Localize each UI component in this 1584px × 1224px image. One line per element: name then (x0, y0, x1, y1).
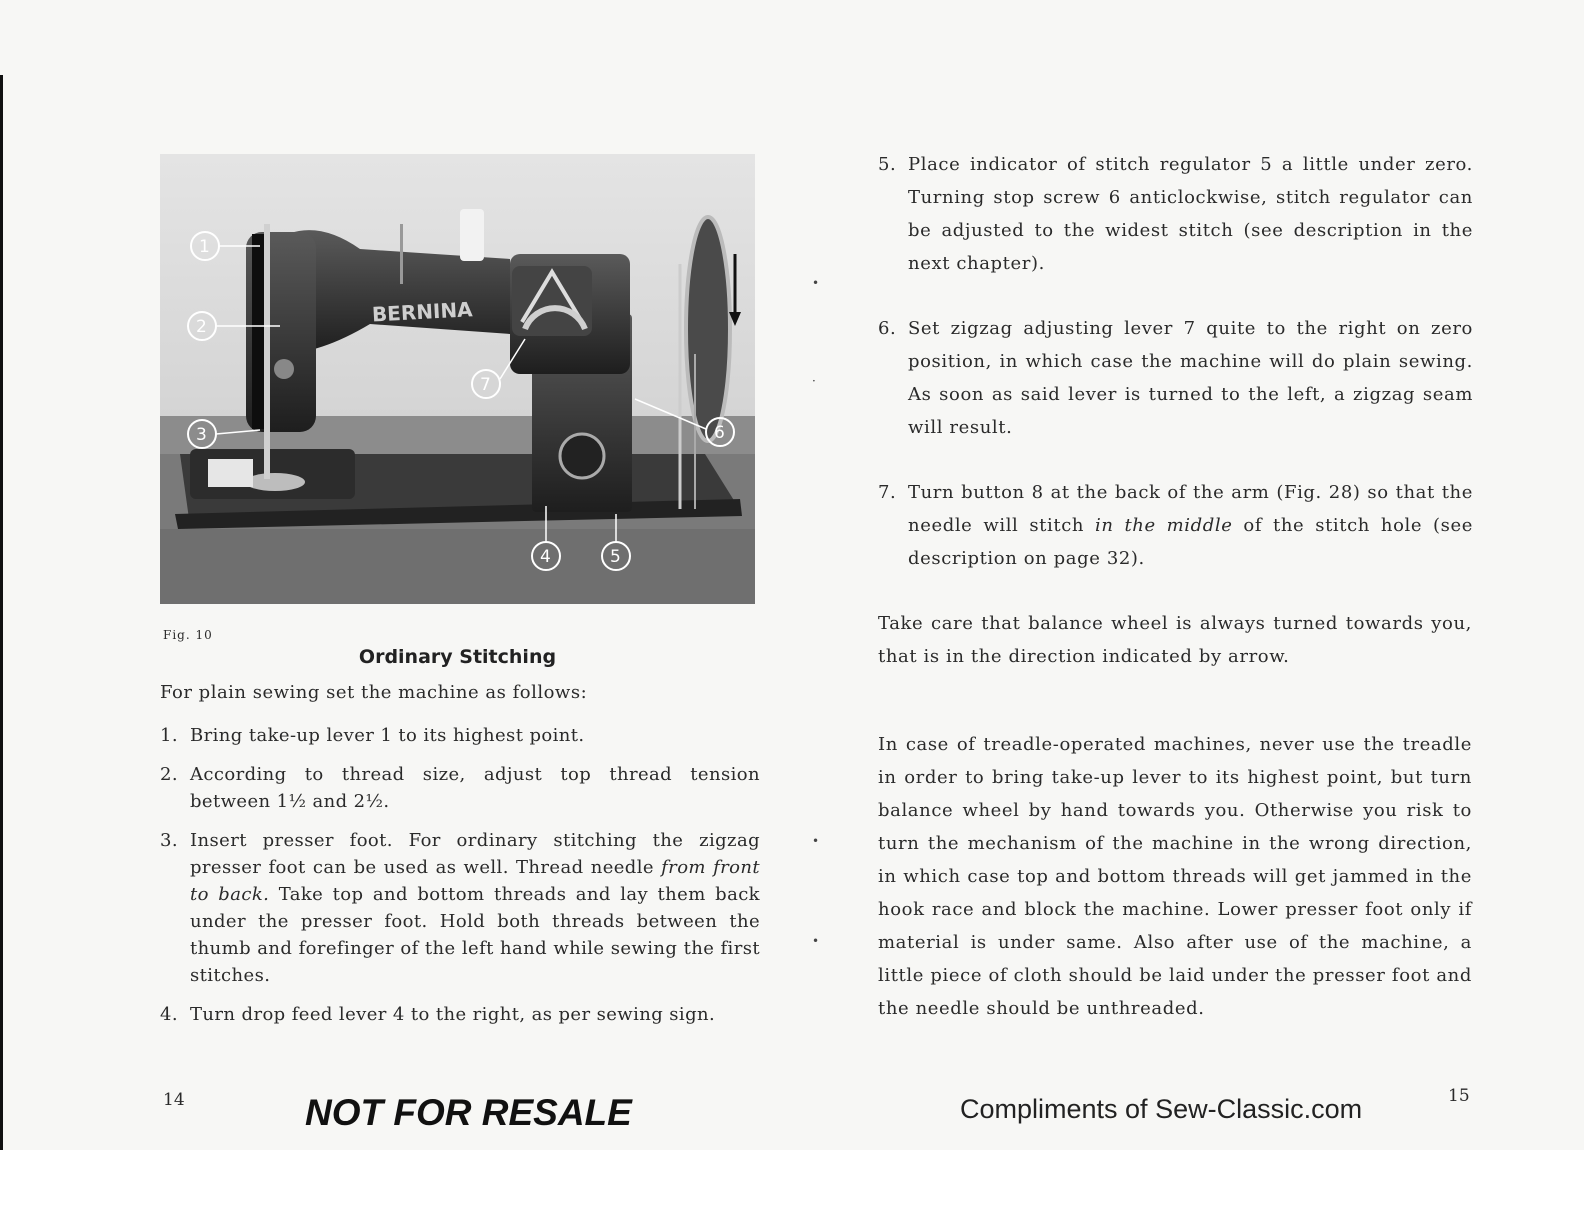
instruction-list-right (878, 148, 1473, 607)
list-item: 5. Place indicator of stitch regulator 5 a little under zero. Turning stop screw 6 anticlockwise, stitch regulator can be adjusted to the widest stitch (see description in the next chapter). (878, 154, 1473, 274)
svg-text:7: 7 (480, 375, 491, 395)
svg-text:6: 6 (714, 423, 725, 443)
list-item: 2. According to thread size, adjust top thread tension between 1½ and 2½. (160, 764, 760, 812)
treadle-paragraph: In case of treadle-operated machines, never use the treadle in order to bring take-up lever to its highest point, but turn balance wheel by hand towards you. Otherwise you risk to turn the mechanism of the machine in the wrong direction, in which case top and bottom threads will get jammed in the hook race and block the machine. Lower presser foot only if material is under same. Also after use of the machine, a little piece of cloth should be laid under the presser foot and the needle should be unthreaded. (878, 734, 1472, 1019)
intro-text: For plain sewing set the machine as follows: (160, 682, 588, 703)
list-item: 3. Insert presser foot. For ordinary stitching the zigzag presser foot can be used as well. Thread needle from front to back. Take top and bottom threads and lay them back under the presser foot. Hold both threads between the thumb and forefinger of the left hand while sewing the first stitches. (160, 830, 761, 986)
svg-text:2: 2 (196, 317, 207, 337)
instruction-list-left (160, 722, 760, 1040)
margin-mark: • (812, 834, 820, 848)
svg-text:5: 5 (610, 547, 621, 567)
photo-brand-text: BERNINA (371, 297, 474, 327)
margin-mark: · (812, 374, 816, 388)
balance-wheel-paragraph: Take care that balance wheel is always turned towards you, that is in the direction indicated by arrow. (878, 613, 1472, 667)
section-heading: Ordinary Stitching (358, 646, 557, 668)
margin-mark: • (812, 934, 820, 948)
list-item: 1. Bring take-up lever 1 to its highest point. (160, 725, 585, 746)
list-item: 6. Set zigzag adjusting lever 7 quite to the right on zero position, in which case the machine will do plain sewing. As soon as said lever is turned to the left, a zigzag seam will result. (878, 318, 1473, 438)
figure-label: Fig. 10 (163, 628, 213, 642)
bottom-margin (0, 1150, 1584, 1224)
svg-text:4: 4 (540, 547, 551, 567)
list-item: 7. Turn button 8 at the back of the arm (Fig. 28) so that the needle will stitch in the middle of the stitch hole (see description on page 32). (878, 482, 1473, 569)
sewing-machine-photo (160, 154, 755, 604)
svg-text:1: 1 (199, 237, 210, 257)
svg-text:3: 3 (196, 425, 207, 445)
not-for-resale-stamp: NOT FOR RESALE (305, 1092, 632, 1133)
page-edge (0, 75, 3, 1150)
credit-text: Compliments of Sew-Classic.com (960, 1094, 1363, 1124)
list-item: 4. Turn drop feed lever 4 to the right, as per sewing sign. (160, 1004, 716, 1025)
margin-mark: • (812, 276, 820, 290)
page-number-left: 14 (163, 1090, 185, 1110)
page-number-right: 15 (1448, 1086, 1470, 1106)
